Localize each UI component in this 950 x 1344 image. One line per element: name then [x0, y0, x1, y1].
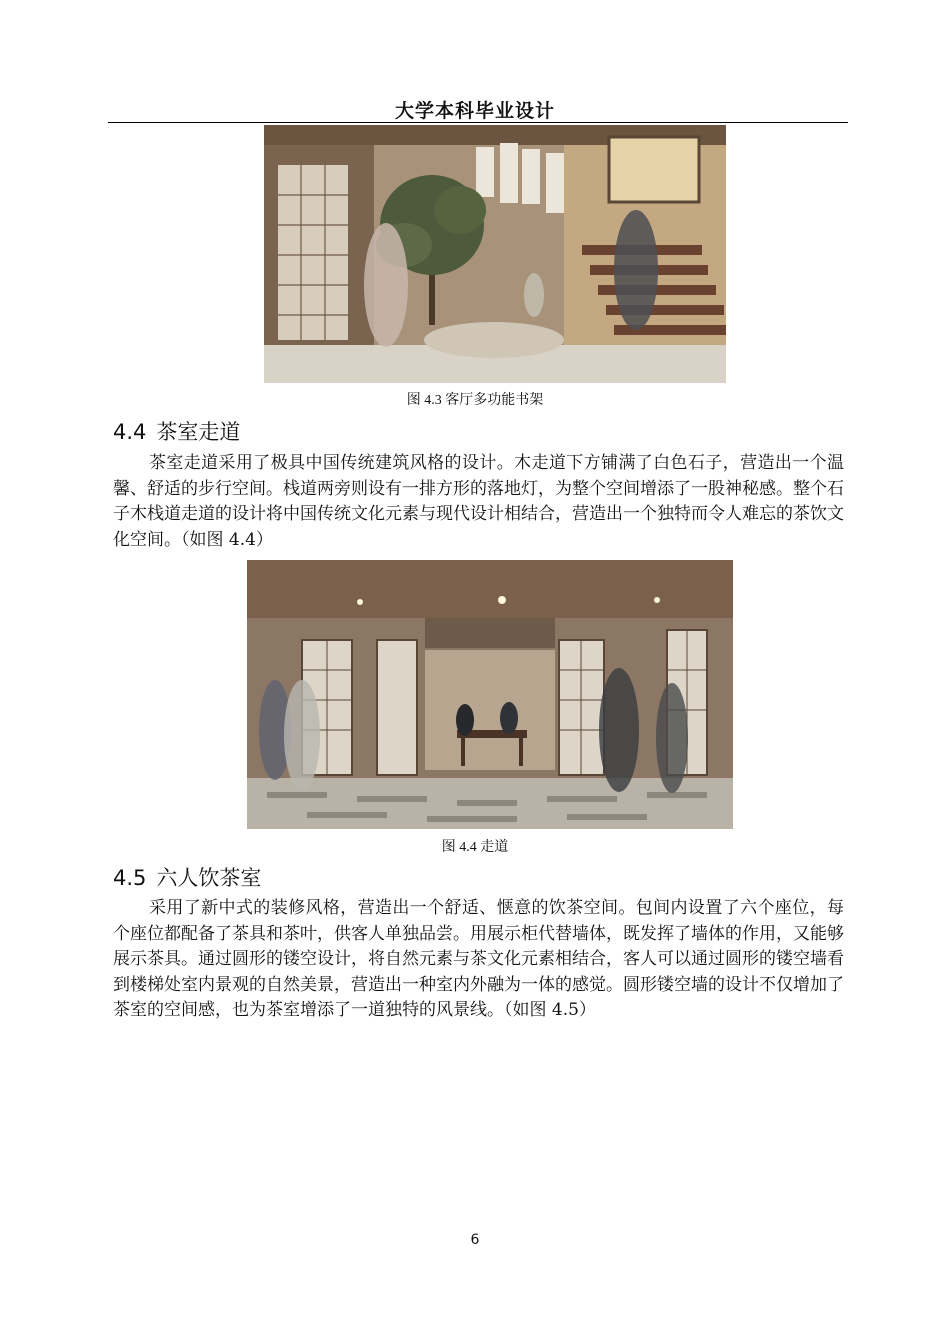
body-paragraph: 采用了新中式的装修风格，营造出一个舒适、惬意的饮茶空间。包间内设置了六个座位，每个座位都配备了茶具和茶叶，供客人单独品尝。用展示柜代替墙体，既发挥了墙体的作用，又能够展示茶具。通过圆形的镂空设计，将自然元素与茶文化元素相结合，客人可以通过圆形的镂空墙看到楼梯处室内景观的自然美景，营造出一种室内外融为一体的感觉。圆形镂空墙的设计不仅增加了茶室的空间感，也为茶室增添了一道独特的风景线。（如图 4.5）	[113, 898, 844, 1020]
body-paragraph: 茶室走道采用了极具中国传统建筑风格的设计。木走道下方铺满了白色石子，营造出一个温馨、舒适的步行空间。栈道两旁则设有一排方形的落地灯，为整个空间增添了一股神秘感。整个石子木栈道走道的设计将中国传统文化元素与现代设计相结合，营造出一个独特而令人难忘的茶饮文化空间。（如图 4.4）	[113, 453, 844, 550]
section-heading	[113, 862, 261, 892]
page-header-title: 大学本科毕业设计	[394, 100, 555, 122]
section-number: 4.5	[113, 866, 147, 890]
figure-caption: 图 4.3 客厅多功能书架	[406, 393, 544, 408]
section-number: 4.4	[113, 420, 147, 444]
page-number: 6	[470, 1232, 480, 1248]
section-title: 六人饮茶室	[156, 866, 262, 890]
figure-corridor	[247, 560, 733, 829]
section-heading	[113, 416, 240, 446]
header-rule	[108, 122, 848, 123]
figure-living-room-bookshelf	[264, 125, 726, 383]
figure-caption: 图 4.4 走道	[441, 840, 509, 855]
section-title: 茶室走道	[156, 420, 241, 444]
